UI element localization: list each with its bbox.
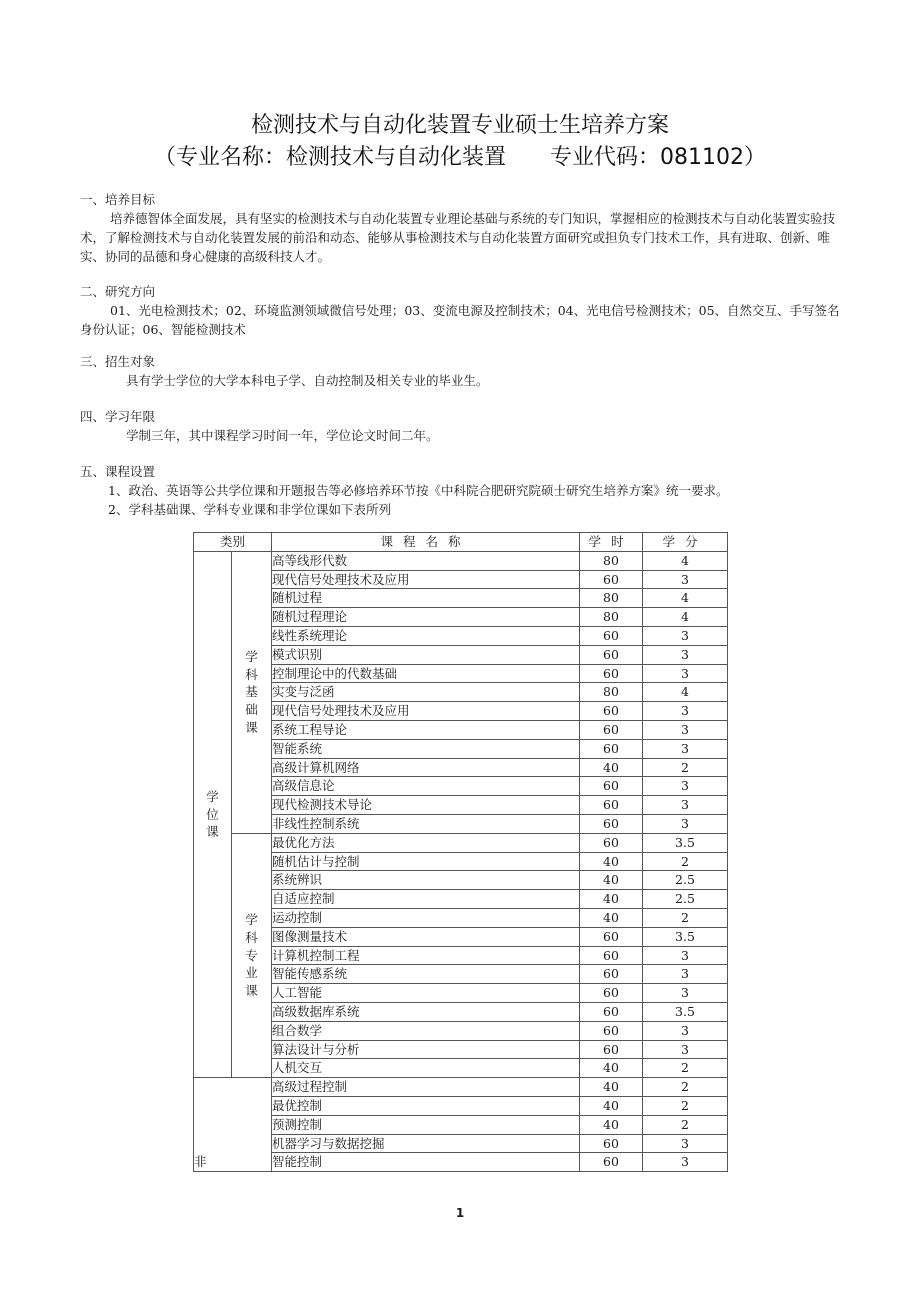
course-credits: 3	[643, 1021, 728, 1040]
course-credits: 3	[643, 1040, 728, 1059]
course-credits: 3	[643, 814, 728, 833]
table-row	[194, 645, 728, 664]
section-body: 具有学士学位的大学本科电子学、自动控制及相关专业的毕业生。	[126, 373, 489, 388]
section-heading: 五、课程设置	[80, 464, 156, 479]
course-credits: 2	[643, 908, 728, 927]
course-credits: 3	[643, 626, 728, 645]
curriculum-item-2: 2、学科基础课、学科专业课和非学位课如下表所列	[108, 502, 391, 517]
table-row	[194, 570, 728, 589]
major-code: 专业代码：081102）	[550, 145, 766, 170]
table-row	[194, 1096, 728, 1115]
table-row	[194, 965, 728, 984]
table-row	[194, 814, 728, 833]
section-heading: 四、学习年限	[80, 409, 156, 424]
major-name: （专业名称：检测技术与自动化装置	[154, 145, 507, 170]
course-hours: 60	[580, 720, 643, 739]
course-name: 智能传感系统	[272, 965, 580, 984]
course-name: 控制理论中的代数基础	[272, 664, 580, 683]
course-name: 随机估计与控制	[272, 852, 580, 871]
course-name: 图像测量技术	[272, 927, 580, 946]
course-name: 自适应控制	[272, 890, 580, 909]
course-credits: 2	[643, 1059, 728, 1078]
table-row	[194, 777, 728, 796]
table-row	[194, 890, 728, 909]
course-name: 非线性控制系统	[272, 814, 580, 833]
course-name: 组合数学	[272, 1021, 580, 1040]
course-name: 人工智能	[272, 984, 580, 1003]
course-name: 最优控制	[272, 1096, 580, 1115]
course-credits: 3	[643, 777, 728, 796]
course-hours: 60	[580, 702, 643, 721]
category-nondegree-course: 非	[194, 1078, 272, 1172]
course-credits: 3.5	[643, 927, 728, 946]
table-row	[194, 551, 728, 570]
course-name: 随机过程	[272, 589, 580, 608]
course-credits: 2	[643, 1115, 728, 1134]
section-curriculum	[80, 462, 840, 519]
course-credits: 2	[643, 758, 728, 777]
course-name: 现代信号处理技术及应用	[272, 570, 580, 589]
course-hours: 60	[580, 833, 643, 852]
header-category: 类别	[194, 533, 272, 552]
header-course-name: 课程名称	[272, 533, 580, 552]
course-name: 机器学习与数据挖掘	[272, 1134, 580, 1153]
course-hours: 60	[580, 664, 643, 683]
course-credits: 2	[643, 1096, 728, 1115]
curriculum-item-1: 1、政治、英语等公共学位课和开题报告等必修培养环节按《中科院合肥研究院硕士研究生培养方案》统一要求。	[108, 483, 729, 498]
category-specialty-course: 学科专业课	[232, 833, 272, 1077]
course-table	[193, 532, 728, 1172]
table-row	[194, 833, 728, 852]
course-credits: 2	[643, 852, 728, 871]
course-name: 实变与泛函	[272, 683, 580, 702]
section-body: 学制三年，其中课程学习时间一年，学位论文时间二年。	[126, 428, 439, 443]
course-hours: 60	[580, 1021, 643, 1040]
course-name: 高级计算机网络	[272, 758, 580, 777]
course-hours: 60	[580, 1153, 643, 1172]
course-hours: 80	[580, 551, 643, 570]
table-row	[194, 1153, 728, 1172]
course-hours: 60	[580, 739, 643, 758]
section-training-goal	[80, 190, 840, 266]
course-hours: 60	[580, 777, 643, 796]
table-row	[194, 664, 728, 683]
course-hours: 80	[580, 608, 643, 627]
table-row	[194, 702, 728, 721]
table-row	[194, 1078, 728, 1097]
course-hours: 40	[580, 758, 643, 777]
course-name: 计算机控制工程	[272, 946, 580, 965]
course-credits: 3	[643, 984, 728, 1003]
course-name: 预测控制	[272, 1115, 580, 1134]
table-row	[194, 739, 728, 758]
course-credits: 2	[643, 1078, 728, 1097]
course-hours: 80	[580, 589, 643, 608]
category-foundation-course: 学科基础课	[232, 551, 272, 833]
section-enrollment	[80, 352, 840, 390]
course-credits: 3	[643, 739, 728, 758]
course-credits: 3	[643, 645, 728, 664]
table-row	[194, 1059, 728, 1078]
table-row	[194, 946, 728, 965]
table-row	[194, 720, 728, 739]
document-title: 检测技术与自动化装置专业硕士生培养方案	[250, 113, 669, 138]
course-name: 智能控制	[272, 1153, 580, 1172]
section-body: 培养德智体全面发展，具有坚实的检测技术与自动化装置专业理论基础与系统的专门知识，掌握相应的检测技术与自动化装置实验技术，了解检测技术与自动化装置发展的前沿和动态、能够从事检测技术与自动化装置方面研究或担负专门技术工作，具有进取、创新、唯实、协同的品德和身心健康的高级科技人才。	[80, 211, 836, 264]
table-row	[194, 984, 728, 1003]
course-hours: 60	[580, 965, 643, 984]
course-hours: 40	[580, 1096, 643, 1115]
course-name: 随机过程理论	[272, 608, 580, 627]
course-name: 算法设计与分析	[272, 1040, 580, 1059]
course-name: 模式识别	[272, 645, 580, 664]
course-credits: 4	[643, 589, 728, 608]
course-hours: 60	[580, 814, 643, 833]
course-hours: 60	[580, 927, 643, 946]
table-row	[194, 1115, 728, 1134]
course-credits: 3	[643, 664, 728, 683]
course-name: 运动控制	[272, 908, 580, 927]
course-credits: 3	[643, 1134, 728, 1153]
table-row	[194, 1134, 728, 1153]
document-subtitle	[0, 140, 920, 171]
course-credits: 3	[643, 702, 728, 721]
table-row	[194, 683, 728, 702]
course-hours: 60	[580, 946, 643, 965]
table-header-row	[194, 533, 728, 552]
category-degree-course: 学位课	[194, 551, 232, 1077]
course-hours: 60	[580, 1002, 643, 1021]
table-row	[194, 796, 728, 815]
course-name: 系统工程导论	[272, 720, 580, 739]
course-name: 最优化方法	[272, 833, 580, 852]
course-credits: 4	[643, 683, 728, 702]
table-row	[194, 608, 728, 627]
course-hours: 40	[580, 1078, 643, 1097]
section-heading: 一、培养目标	[80, 192, 156, 207]
course-credits: 3	[643, 946, 728, 965]
table-row	[194, 927, 728, 946]
course-hours: 40	[580, 890, 643, 909]
course-name: 高级数据库系统	[272, 1002, 580, 1021]
table-row	[194, 871, 728, 890]
course-hours: 60	[580, 1040, 643, 1059]
course-hours: 40	[580, 1059, 643, 1078]
course-name: 高级信息论	[272, 777, 580, 796]
table-row	[194, 908, 728, 927]
course-hours: 60	[580, 626, 643, 645]
course-credits: 3.5	[643, 1002, 728, 1021]
course-credits: 3	[643, 965, 728, 984]
course-name: 系统辨识	[272, 871, 580, 890]
course-name: 高等线形代数	[272, 551, 580, 570]
table-row	[194, 1002, 728, 1021]
table-row	[194, 1040, 728, 1059]
course-name: 高级过程控制	[272, 1078, 580, 1097]
section-duration	[80, 407, 840, 445]
course-hours: 60	[580, 1134, 643, 1153]
section-heading: 二、研究方向	[80, 284, 156, 299]
course-hours: 60	[580, 645, 643, 664]
course-name: 人机交互	[272, 1059, 580, 1078]
course-hours: 80	[580, 683, 643, 702]
course-hours: 60	[580, 570, 643, 589]
course-name: 智能系统	[272, 739, 580, 758]
table-row	[194, 1021, 728, 1040]
course-hours: 40	[580, 852, 643, 871]
course-name: 线性系统理论	[272, 626, 580, 645]
course-hours: 40	[580, 908, 643, 927]
header-hours: 学时	[580, 533, 643, 552]
course-hours: 60	[580, 984, 643, 1003]
course-hours: 60	[580, 796, 643, 815]
table-row	[194, 589, 728, 608]
course-credits: 3	[643, 570, 728, 589]
course-credits: 3	[643, 1153, 728, 1172]
course-name: 现代信号处理技术及应用	[272, 702, 580, 721]
course-credits: 3	[643, 720, 728, 739]
course-credits: 2.5	[643, 890, 728, 909]
table-row	[194, 852, 728, 871]
course-credits: 3	[643, 796, 728, 815]
section-body: 01、光电检测技术；02、环境监测领域微信号处理；03、变流电源及控制技术；04、光电信号检测技术；05、自然交互、手写签名身份认证；06、智能检测技术	[80, 303, 840, 337]
header-credits: 学分	[643, 533, 728, 552]
course-credits: 2.5	[643, 871, 728, 890]
section-heading: 三、招生对象	[80, 354, 156, 369]
table-row	[194, 758, 728, 777]
section-research-directions	[80, 282, 840, 339]
course-hours: 40	[580, 871, 643, 890]
course-credits: 3.5	[643, 833, 728, 852]
table-row	[194, 626, 728, 645]
course-credits: 4	[643, 551, 728, 570]
page-number: 1	[455, 1206, 465, 1220]
course-name: 现代检测技术导论	[272, 796, 580, 815]
course-hours: 40	[580, 1115, 643, 1134]
course-credits: 4	[643, 608, 728, 627]
